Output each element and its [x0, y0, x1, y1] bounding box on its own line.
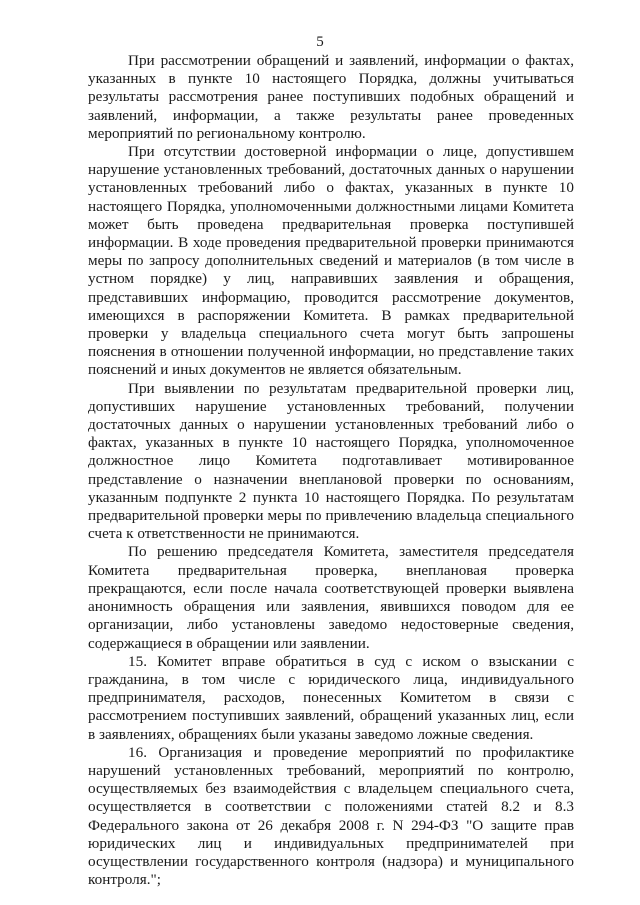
paragraph-preliminary-check: При отсутствии достоверной информации о лице, допустившем нарушение установленных требований, достаточных данных о нарушении установленных требований либо о фактах, указанных в пункте 10 настоящего Порядка, уполномоченными должностными лицами Комитета может быть проведена предварительная проверка поступившей информации. В ходе проведения предварительной проверки принимаются меры по запросу дополнительных сведений и материалов (в том числе в устном порядке) у лиц, направивших заявления и обращения, представивших информацию, проводится рассмотрение документов, имеющихся в распоряжении Комитета. В рамках предварительной проверки у владельца специального счета могут быть запрошены пояснения в отношении полученной информации, но представление таких пояснений и иных документов не является обязательным.	[88, 143, 574, 379]
paragraph-unscheduled-inspection: При выявлении по результатам предварительной проверки лиц, допустивших нарушение установленных требований, получении достаточных данных о нарушении установленных требований либо о фактах, указанных в пункте 10 настоящего Порядка, уполномоченное должностное лицо Комитета подготавливает мотивированное представление о назначении внеплановой проверки по основаниям, указанным подпункте 2 пункта 10 настоящего Порядка. По результатам предварительной проверки меры по привлечению владельца специального счета к ответственности не принимаются.	[88, 379, 574, 543]
page-number: 5	[316, 34, 324, 50]
paragraph-15-court-claim: 15. Комитет вправе обратиться в суд с иском о взыскании с гражданина, в том числе с юридического лица, индивидуального предпринимателя, расходов, понесенных Комитетом в связи с рассмотрением поступивших заявлений, обращений указанных лиц, если в заявлениях, обращениях были указаны заведомо ложные сведения.	[88, 652, 574, 743]
paragraph-16-prevention-measures: 16. Организация и проведение мероприятий по профилактике нарушений установленных требований, мероприятий по контролю, осуществляемых без взаимодействия с владельцем специального счета, осуществляется в соответствии с положениями статей 8.2 и 8.3 Федерального закона от 26 декабря 2008 г. N 294-ФЗ "О защите прав юридических лиц и индивидуальных предпринимателей при осуществлении государственного контроля (надзора) и муниципального контроля.";	[88, 743, 574, 889]
paragraph-termination-of-check: По решению председателя Комитета, заместителя председателя Комитета предварительная проверка, внеплановая проверка прекращаются, если после начала соответствующей проверки выявлена анонимность обращения или заявления, явившихся поводом для ее организации, либо установлены заведомо недостоверные сведения, содержащиеся в обращении или заявлении.	[88, 543, 574, 652]
document-body	[88, 52, 574, 889]
paragraph-consideration-of-appeals: При рассмотрении обращений и заявлений, информации о фактах, указанных в пункте 10 настоящего Порядка, должны учитываться результаты рассмотрения ранее поступивших подобных обращений и заявлений, информации, а также результаты ранее проведенных мероприятий по региональному контролю.	[88, 52, 574, 142]
